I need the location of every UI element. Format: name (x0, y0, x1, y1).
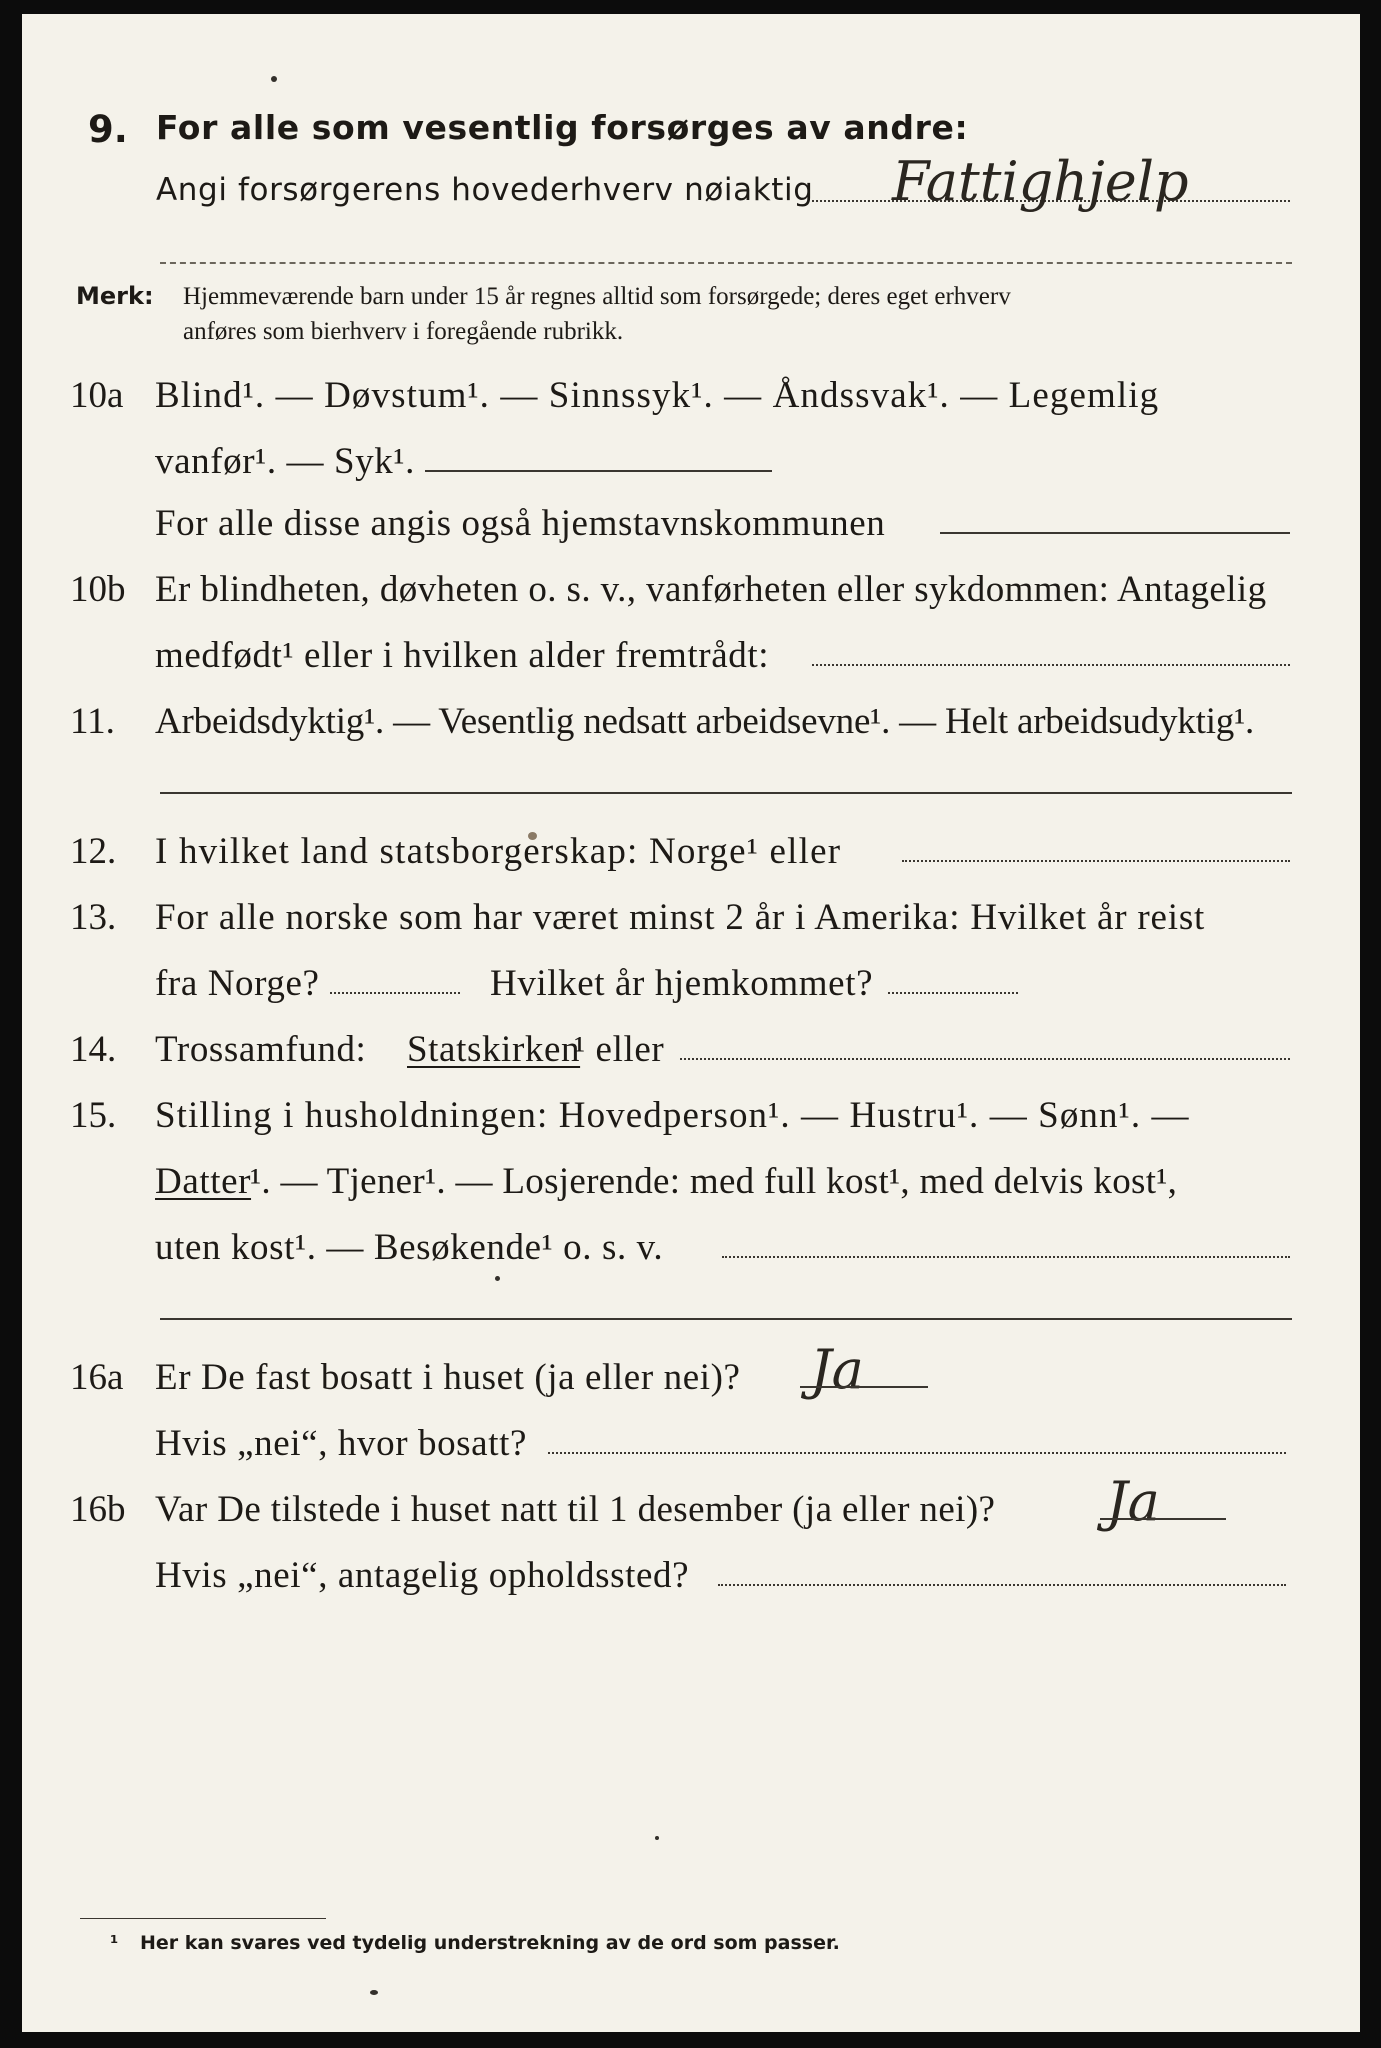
merk-label: Merk: (76, 282, 154, 310)
footnote-text: Her kan svares ved tydelig understrekning av de ord som passer. (140, 1932, 840, 1954)
q10b-line1: Er blindheten, døvheten o. s. v., vanførheten eller sykdommen: Antagelig (155, 569, 1267, 610)
q11-answer-line (160, 792, 1292, 794)
ink-speck (271, 76, 277, 82)
q9-line1: For alle som vesentlig forsørges av andre: (156, 108, 969, 147)
q9-number: 9. (88, 108, 128, 151)
q9-handwritten-answer: Fattighjelp (892, 150, 1189, 213)
ink-speck (370, 1990, 378, 1995)
form-page (22, 14, 1360, 2032)
merk-line2: anføres som bierhverv i foregående rubrikk. (183, 318, 624, 345)
q10a-line2: vanfør¹. — Syk¹. (155, 441, 415, 482)
q10b-answer-line (812, 664, 1290, 666)
q15-line2-rest: ¹. — Tjener¹. — Losjerende: med full kost¹, med delvis kost¹, (250, 1161, 1178, 1202)
q16b-line2: Hvis „nei“, antagelig opholdssted? (155, 1555, 690, 1596)
q16a-line2: Hvis „nei“, hvor bosatt? (155, 1423, 527, 1464)
ink-speck (495, 1276, 500, 1281)
q10a-number: 10a (70, 375, 124, 416)
q14-number: 14. (70, 1029, 117, 1070)
footnote-rule (80, 1918, 326, 1919)
q12-answer-line (902, 860, 1290, 862)
q11-line1: Arbeidsdyktig¹. — Vesentlig nedsatt arbeidsevne¹. — Helt arbeidsudyktig¹. (155, 701, 1255, 742)
q13-line1: For alle norske som har været minst 2 år i Amerika: Hvilket år reist (155, 897, 1206, 938)
q16a-line1: Er De fast bosatt i huset (ja eller nei)? (155, 1357, 741, 1398)
q9-line2: Angi forsørgerens hovederhverv nøiaktig (156, 172, 814, 208)
merk-line1: Hjemmeværende barn under 15 år regnes alltid som forsørgede; deres eget erhverv (183, 283, 1011, 310)
q10a-home-municipality-line (940, 532, 1290, 534)
q16b-handwritten-answer: Ja (1106, 1470, 1160, 1533)
q16a-residence-line (548, 1452, 1286, 1454)
q10a-line3: For alle disse angis også hjemstavnskommunen (155, 503, 886, 544)
q10a-answer-line (425, 470, 772, 472)
q14-label: Trossamfund: (155, 1029, 367, 1070)
separator-rule (160, 262, 1292, 264)
q16a-answer-line (800, 1386, 928, 1388)
q13-number: 13. (70, 897, 117, 938)
q12-line1: I hvilket land statsborgerskap: Norge¹ eller (155, 831, 842, 872)
q13-line2a: fra Norge? (155, 963, 320, 1004)
q13-line2b: Hvilket år hjemkommet? (490, 963, 874, 1004)
q16b-location-line (718, 1584, 1286, 1586)
q15-number: 15. (70, 1095, 117, 1136)
ink-speck (655, 1836, 659, 1840)
q15-extra-line (160, 1318, 1292, 1320)
q16b-line1: Var De tilstede i huset natt til 1 desember (ja eller nei)? (155, 1489, 996, 1530)
q14-underlined-answer: Statskirken (407, 1029, 581, 1070)
q13-year-returned-line (888, 992, 1018, 994)
q14-answer-line (680, 1058, 1290, 1060)
q16b-answer-line (1100, 1518, 1226, 1520)
q16b-number: 16b (70, 1489, 126, 1530)
footnote-mark: ¹ (110, 1932, 119, 1954)
q15-underlined-answer: Datter (155, 1161, 252, 1202)
q15-line3: uten kost¹. — Besøkende¹ o. s. v. (155, 1227, 664, 1268)
q15-line1: Stilling i husholdningen: Hovedperson¹. — Hustru¹. — Sønn¹. — (155, 1095, 1190, 1136)
q11-number: 11. (70, 701, 115, 742)
q13-year-left-line (330, 992, 460, 994)
q15-answer-line (722, 1256, 1290, 1258)
q16a-number: 16a (70, 1357, 124, 1398)
q10b-number: 10b (70, 569, 126, 610)
q12-number: 12. (70, 831, 117, 872)
q14-rest: ¹ eller (574, 1029, 665, 1070)
q10a-line1: Blind¹. — Døvstum¹. — Sinnssyk¹. — Åndssvak¹. — Legemlig (155, 375, 1160, 416)
q16a-handwritten-answer: Ja (810, 1338, 864, 1401)
q10b-line2: medfødt¹ eller i hvilken alder fremtrådt: (155, 635, 770, 676)
